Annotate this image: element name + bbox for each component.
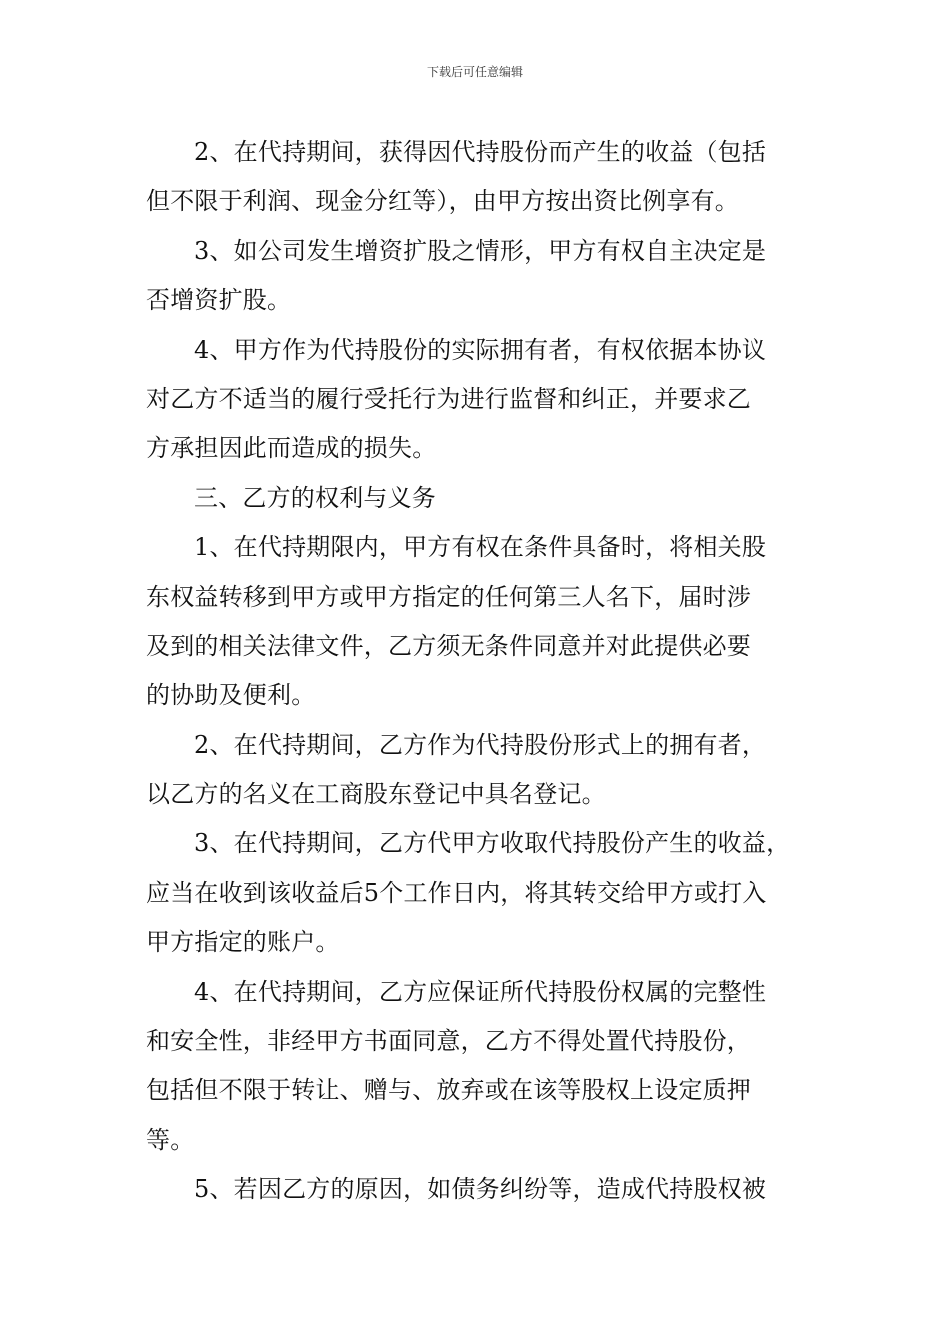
text-line: 和安全性，非经甲方书面同意，乙方不得处置代持股份， xyxy=(146,1027,751,1056)
text-line: 甲方指定的账户。 xyxy=(146,928,340,957)
text-line: 包括但不限于转让、赠与、放弃或在该等股权上设定质押 xyxy=(146,1076,751,1105)
text-line: 否增资扩股。 xyxy=(146,286,292,315)
paragraph xyxy=(146,819,810,967)
text-line: 3、如公司发生增资扩股之情形，甲方有权自主决定是 xyxy=(194,236,767,265)
text-line: 5、若因乙方的原因，如债务纠纷等，造成代持股权被 xyxy=(194,1175,767,1204)
section-heading xyxy=(146,474,810,523)
paragraph xyxy=(146,1165,810,1214)
paragraph xyxy=(146,128,810,227)
text-line: 以乙方的名义在工商股东登记中具名登记。 xyxy=(146,780,606,809)
paragraph xyxy=(146,968,810,1166)
page-header: 下载后可任意编辑 xyxy=(426,65,523,79)
text-line: 4、在代持期间，乙方应保证所代持股份权属的完整性 xyxy=(194,977,767,1006)
text-line: 1、在代持期限内，甲方有权在条件具备时，将相关股 xyxy=(194,533,767,562)
text-line: 4、甲方作为代持股份的实际拥有者，有权依据本协议 xyxy=(194,335,767,364)
text-line: 但不限于利润、现金分红等），由甲方按出资比例享有。 xyxy=(146,187,739,216)
text-line: 三、乙方的权利与义务 xyxy=(194,483,436,512)
text-line: 东权益转移到甲方或甲方指定的任何第三人名下，届时涉 xyxy=(146,582,751,611)
paragraph xyxy=(146,721,810,820)
paragraph xyxy=(146,523,810,721)
text-line: 2、在代持期间，乙方作为代持股份形式上的拥有者， xyxy=(194,730,767,759)
document-body xyxy=(146,128,810,1215)
text-line: 2、在代持期间，获得因代持股份而产生的收益（包括 xyxy=(194,138,767,166)
paragraph xyxy=(146,326,810,474)
text-line: 对乙方不适当的履行受托行为进行监督和纠正，并要求乙 xyxy=(146,384,751,413)
text-line: 方承担因此而造成的损失。 xyxy=(146,434,437,463)
paragraph xyxy=(146,227,810,326)
text-line: 及到的相关法律文件，乙方须无条件同意并对此提供必要 xyxy=(146,631,751,660)
text-line: 应当在收到该收益后5个工作日内，将其转交给甲方或打入 xyxy=(146,878,767,907)
text-line: 等。 xyxy=(146,1125,195,1154)
text-line: 3、在代持期间，乙方代甲方收取代持股份产生的收益， xyxy=(194,829,791,858)
text-line: 的协助及便利。 xyxy=(146,681,316,710)
